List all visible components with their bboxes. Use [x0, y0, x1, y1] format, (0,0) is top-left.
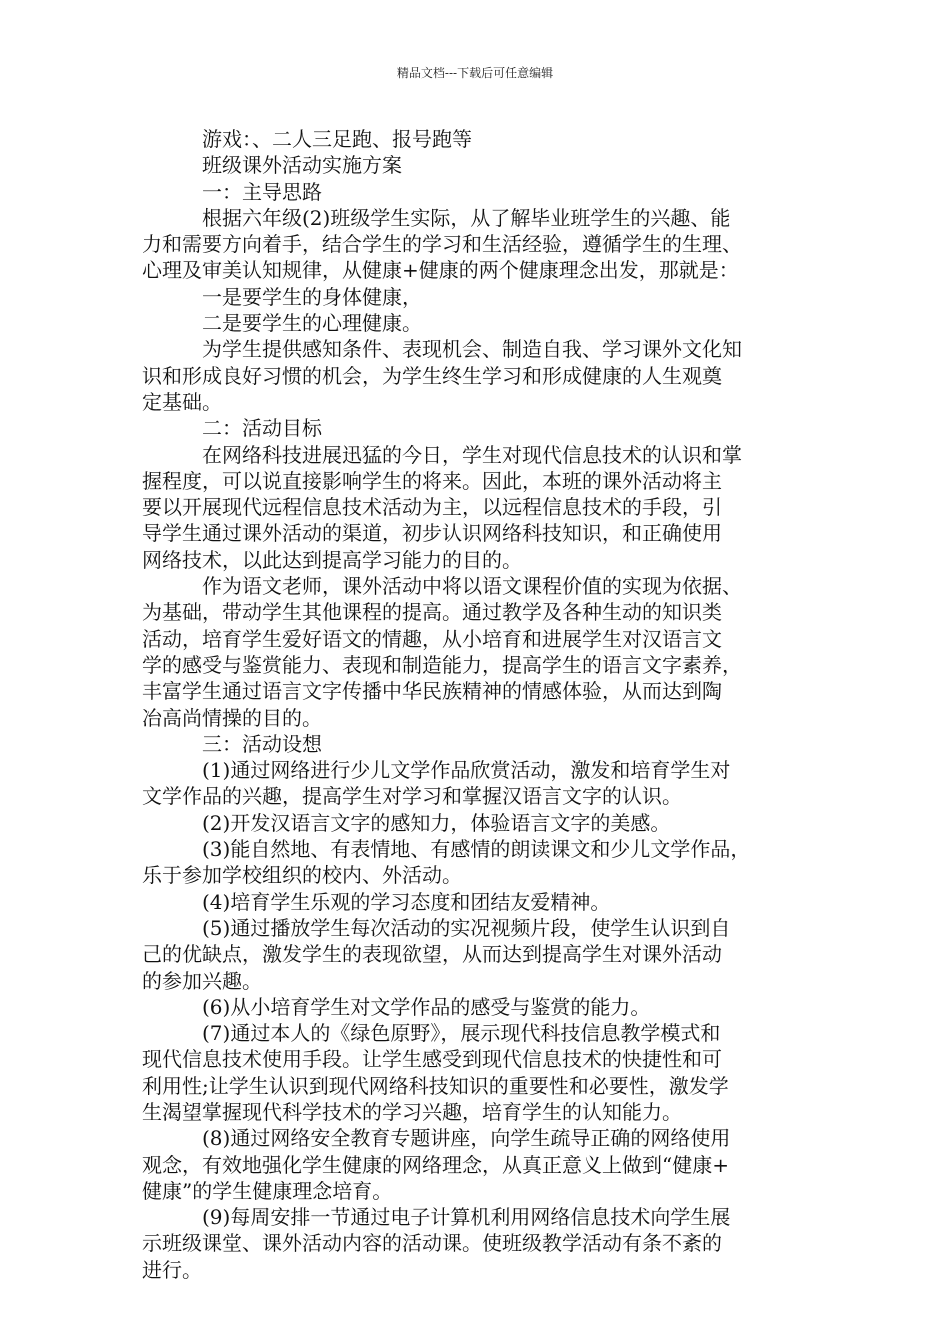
page-header: 精品文档---下载后可任意编辑 [396, 66, 554, 80]
text-line: 三：活动设想 [202, 731, 322, 756]
text-line: (8)通过网络安全教育专题讲座，向学生疏导正确的网络使用 [202, 1126, 731, 1151]
text-line: 现代信息技术使用手段。让学生感受到现代信息技术的快捷性和可 [142, 1047, 722, 1072]
text-line: 一是要学生的身体健康， [202, 284, 422, 309]
text-line: 文学作品的兴趣，提高学生对学习和掌握汉语言文字的认识。 [142, 784, 682, 809]
text-line: 作为语文老师，课外活动中将以语文课程价值的实现为依据、 [202, 574, 742, 599]
text-line: 握程度，可以说直接影响学生的将来。因此，本班的课外活动将主 [142, 468, 722, 493]
text-line: 在网络科技进展迅猛的今日，学生对现代信息技术的认识和掌 [202, 442, 742, 467]
text-line: (3)能自然地、有表情地、有感情的朗读课文和少儿文学作品， [202, 837, 751, 862]
text-line: (9)每周安排一节通过电子计算机利用网络信息技术向学生展 [202, 1205, 731, 1230]
text-line: 的参加兴趣。 [142, 968, 262, 993]
text-line: 冶高尚情操的目的。 [142, 705, 322, 730]
text-line: (7)通过本人的《绿色原野》，展示现代科技信息教学模式和 [202, 1021, 721, 1046]
text-line: 网络技术，以此达到提高学习能力的目的。 [142, 547, 522, 572]
text-line: 班级课外活动实施方案 [202, 153, 402, 178]
text-line: 乐于参加学校组织的校内、外活动。 [142, 863, 462, 888]
text-line: 二：活动目标 [202, 416, 322, 441]
text-line: 一：主导思路 [202, 179, 322, 204]
text-line: 要以开展现代远程信息技术活动为主，以远程信息技术的手段，引 [142, 495, 722, 520]
text-line: 己的优缺点，激发学生的表现欲望，从而达到提高学生对课外活动 [142, 942, 722, 967]
text-line: 游戏：、二人三足跑、报号跑等 [202, 127, 472, 151]
text-line: (2)开发汉语言文字的感知力，体验语言文字的美感。 [202, 810, 671, 835]
text-line: 活动，培育学生爱好语文的情趣，从小培育和进展学生对汉语言文 [142, 626, 722, 651]
text-line: 为学生提供感知条件、表现机会、制造自我、学习课外文化知 [202, 337, 742, 362]
text-line: 导学生通过课外活动的渠道，初步认识网络科技知识，和正确使用 [142, 521, 722, 546]
text-line: (6)从小培育学生对文学作品的感受与鉴赏的能力。 [202, 994, 651, 1019]
text-line: 为基础，带动学生其他课程的提高。通过教学及各种生动的知识类 [142, 600, 722, 625]
text-line: 定基础。 [142, 389, 222, 414]
text-line: 学的感受与鉴赏能力、表现和制造能力，提高学生的语言文字素养， [142, 652, 742, 677]
text-line: (4)培育学生乐观的学习态度和团结友爱精神。 [202, 889, 611, 914]
text-line: 利用性;让学生认识到现代网络科技知识的重要性和必要性，激发学 [142, 1073, 729, 1098]
text-line: 观念，有效地强化学生健康的网络理念，从真正意义上做到“健康+ [142, 1152, 729, 1177]
text-line: 健康”的学生健康理念培育。 [142, 1178, 393, 1203]
text-line: (5)通过播放学生每次活动的实况视频片段，使学生认识到自 [202, 915, 731, 940]
text-line: 根据六年级(2)班级学生实际，从了解毕业班学生的兴趣、能 [202, 205, 731, 230]
text-line: 示班级课堂、课外活动内容的活动课。使班级教学活动有条不紊的 [142, 1231, 722, 1256]
text-line: 心理及审美认知规律，从健康+健康的两个健康理念出发，那就是： [142, 258, 739, 283]
text-line: 二是要学生的心理健康。 [202, 311, 422, 336]
text-line: (1)通过网络进行少儿文学作品欣赏活动，激发和培育学生对 [202, 758, 731, 783]
text-line: 识和形成良好习惯的机会，为学生终生学习和形成健康的人生观奠 [142, 363, 722, 388]
text-line: 进行。 [142, 1257, 202, 1282]
text-line: 生渴望掌握现代科学技术的学习兴趣，培育学生的认知能力。 [142, 1099, 682, 1124]
document-body [142, 126, 822, 1283]
text-line: 丰富学生通过语言文字传播中华民族精神的情感体验，从而达到陶 [142, 679, 722, 704]
text-line: 力和需要方向着手，结合学生的学习和生活经验，遵循学生的生理、 [142, 232, 742, 257]
